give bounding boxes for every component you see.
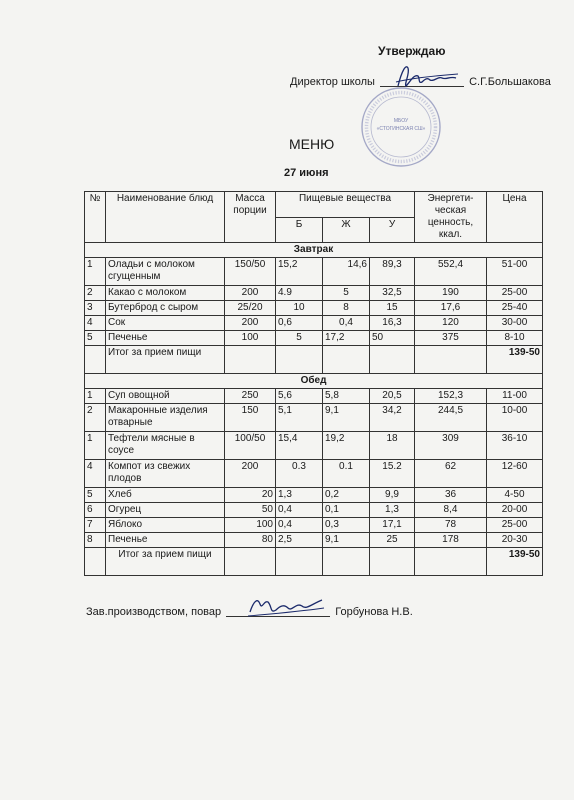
table-row [85, 533, 543, 548]
header-carbs: У [370, 217, 415, 243]
cell-mass: 250 [225, 389, 276, 404]
cell-mass: 20 [225, 488, 276, 503]
cell-name: Яблоко [106, 518, 225, 533]
header-energy: Энергети-ческая ценность, ккал. [415, 192, 487, 243]
cell-price: 25-40 [487, 301, 543, 316]
header-num: № [85, 192, 106, 243]
header-mass: Масса порции [225, 192, 276, 243]
cell-carbs: 25 [370, 533, 415, 548]
cell-protein: 5,6 [276, 389, 323, 404]
cell-fat: 5,8 [323, 389, 370, 404]
cell-protein: 0.3 [276, 460, 323, 488]
cell-protein: 2,5 [276, 533, 323, 548]
cell-energy: 309 [415, 432, 487, 460]
cell-protein: 10 [276, 301, 323, 316]
cell-fat: 9,1 [323, 404, 370, 432]
total-label: Итог за прием пищи [106, 548, 225, 576]
cell-name: Компот из свежих плодов [106, 460, 225, 488]
page-title: МЕНЮ [289, 136, 335, 152]
cell-mass: 100 [225, 518, 276, 533]
table-row [85, 503, 543, 518]
cell-num: 4 [85, 316, 106, 331]
cell-energy: 36 [415, 488, 487, 503]
header-price: Цена [487, 192, 543, 243]
cell-name: Огурец [106, 503, 225, 518]
table-row [85, 518, 543, 533]
cell-energy: 552,4 [415, 258, 487, 286]
cell-carbs: 20,5 [370, 389, 415, 404]
cell-mass: 150 [225, 404, 276, 432]
cell-protein: 5 [276, 331, 323, 346]
cell-carbs: 89,3 [370, 258, 415, 286]
cell-price: 30-00 [487, 316, 543, 331]
cell-carbs: 18 [370, 432, 415, 460]
cell-price: 25-00 [487, 518, 543, 533]
menu-date: 27 июня [284, 167, 329, 179]
cell-name: Какао с молоком [106, 286, 225, 301]
cell-energy: 375 [415, 331, 487, 346]
table-row [85, 432, 543, 460]
lunch-total-row [85, 548, 543, 576]
cell-num: 1 [85, 432, 106, 460]
section-title: Завтрак [85, 243, 543, 258]
cell-price: 12-60 [487, 460, 543, 488]
cell-fat: 0,4 [323, 316, 370, 331]
cell-energy: 190 [415, 286, 487, 301]
header-fat: Ж [323, 217, 370, 243]
cell-name: Бутерброд с сыром [106, 301, 225, 316]
cell-num: 1 [85, 258, 106, 286]
total-price: 139-50 [487, 548, 543, 576]
cell-carbs: 17,1 [370, 518, 415, 533]
cell-name: Хлеб [106, 488, 225, 503]
cell-mass: 150/50 [225, 258, 276, 286]
cell-carbs: 15 [370, 301, 415, 316]
cell-fat: 0.1 [323, 460, 370, 488]
cell-fat: 9,1 [323, 533, 370, 548]
cell-carbs: 50 [370, 331, 415, 346]
cell-name: Макаронные изделия отварные [106, 404, 225, 432]
cell-price: 11-00 [487, 389, 543, 404]
cell-protein: 4.9 [276, 286, 323, 301]
cell-name: Печенье [106, 533, 225, 548]
table-row [85, 286, 543, 301]
cell-price: 8-10 [487, 331, 543, 346]
cell-price: 51-00 [487, 258, 543, 286]
cell-name: Оладьи с молоком сгущенным [106, 258, 225, 286]
table-row [85, 301, 543, 316]
cell-price: 20-30 [487, 533, 543, 548]
cell-carbs: 16,3 [370, 316, 415, 331]
table-row [85, 316, 543, 331]
cell-name: Тефтели мясные в соусе [106, 432, 225, 460]
cell-mass: 100/50 [225, 432, 276, 460]
breakfast-total-row [85, 346, 543, 374]
menu-table [84, 191, 543, 576]
cell-price: 4-50 [487, 488, 543, 503]
cell-energy: 152,3 [415, 389, 487, 404]
cell-num: 7 [85, 518, 106, 533]
cell-mass: 80 [225, 533, 276, 548]
school-stamp-icon [360, 86, 442, 168]
approve-heading: Утверждаю [378, 44, 446, 58]
cell-carbs: 1,3 [370, 503, 415, 518]
cell-protein: 1,3 [276, 488, 323, 503]
cell-carbs: 32,5 [370, 286, 415, 301]
cell-num: 3 [85, 301, 106, 316]
cell-num: 4 [85, 460, 106, 488]
table-header-row [85, 192, 543, 218]
cell-mass: 25/20 [225, 301, 276, 316]
cell-protein: 5,1 [276, 404, 323, 432]
cell-name: Печенье [106, 331, 225, 346]
cell-mass: 200 [225, 460, 276, 488]
section-title: Обед [85, 374, 543, 389]
cell-protein: 0,4 [276, 518, 323, 533]
cell-carbs: 9,9 [370, 488, 415, 503]
cook-name: Горбунова Н.В. [335, 606, 413, 618]
cell-mass: 100 [225, 331, 276, 346]
cell-num: 5 [85, 331, 106, 346]
header-protein: Б [276, 217, 323, 243]
stamp-middle-text: «СТОГИНСКАЯ СШ» [376, 126, 426, 132]
cell-mass: 200 [225, 286, 276, 301]
cell-fat: 0,2 [323, 488, 370, 503]
cell-mass: 200 [225, 316, 276, 331]
table-row [85, 331, 543, 346]
cell-num: 8 [85, 533, 106, 548]
cell-energy: 8,4 [415, 503, 487, 518]
cell-energy: 244,5 [415, 404, 487, 432]
cell-name: Сок [106, 316, 225, 331]
cell-fat: 8 [323, 301, 370, 316]
section-lunch [85, 374, 543, 389]
cell-carbs: 34,2 [370, 404, 415, 432]
total-price: 139-50 [487, 346, 543, 374]
cell-fat: 5 [323, 286, 370, 301]
cell-energy: 62 [415, 460, 487, 488]
cell-fat: 17,2 [323, 331, 370, 346]
header-nutrients: Пищевые вещества [276, 192, 415, 218]
cell-carbs: 15.2 [370, 460, 415, 488]
director-name: С.Г.Большакова [469, 76, 551, 88]
table-row [85, 460, 543, 488]
table-row [85, 404, 543, 432]
cook-signature-icon [246, 592, 326, 622]
cell-energy: 78 [415, 518, 487, 533]
cell-num: 6 [85, 503, 106, 518]
cell-protein: 0,6 [276, 316, 323, 331]
cell-price: 20-00 [487, 503, 543, 518]
cell-protein: 15,2 [276, 258, 323, 286]
cell-protein: 0,4 [276, 503, 323, 518]
cell-num: 2 [85, 286, 106, 301]
cell-energy: 120 [415, 316, 487, 331]
cell-fat: 19,2 [323, 432, 370, 460]
cell-num: 5 [85, 488, 106, 503]
cell-energy: 178 [415, 533, 487, 548]
table-row [85, 488, 543, 503]
cell-num: 2 [85, 404, 106, 432]
table-row [85, 258, 543, 286]
cell-fat: 0,3 [323, 518, 370, 533]
cell-fat: 14,6 [323, 258, 370, 286]
cell-energy: 17,6 [415, 301, 487, 316]
cell-num: 1 [85, 389, 106, 404]
cell-price: 10-00 [487, 404, 543, 432]
stamp-top-text: МБОУ [393, 118, 409, 124]
director-label: Директор школы [290, 76, 375, 88]
header-name: Наименование блюд [106, 192, 225, 243]
cell-name: Суп овощной [106, 389, 225, 404]
cell-price: 36-10 [487, 432, 543, 460]
section-breakfast [85, 243, 543, 258]
cell-protein: 15,4 [276, 432, 323, 460]
cell-fat: 0,1 [323, 503, 370, 518]
cell-mass: 50 [225, 503, 276, 518]
total-label: Итог за прием пищи [106, 346, 225, 374]
cook-label: Зав.производством, повар [86, 606, 222, 618]
table-row [85, 389, 543, 404]
cell-price: 25-00 [487, 286, 543, 301]
